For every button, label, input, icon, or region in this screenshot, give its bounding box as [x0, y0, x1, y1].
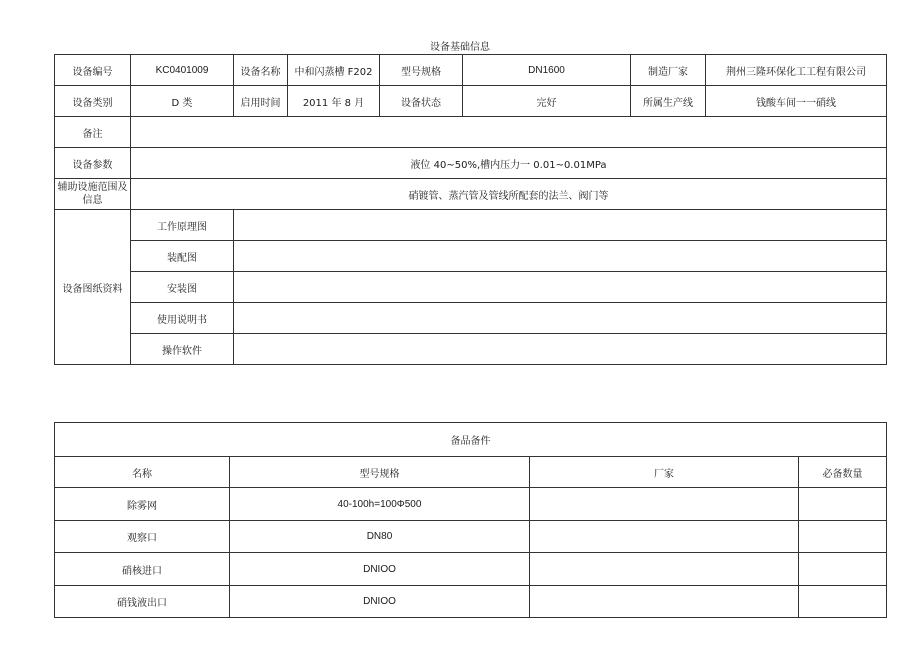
spare-qty	[799, 521, 887, 553]
spare-manufacturer	[530, 488, 799, 521]
spare-spec: DNIOO	[230, 553, 530, 586]
value-category: D 类	[131, 86, 234, 117]
row-drawing-2	[55, 272, 887, 303]
label-production-line: 所属生产线	[631, 86, 706, 117]
label-auxiliary: 辅助设施范围及信息	[55, 179, 131, 210]
header-manufacturer: 厂家	[530, 457, 799, 488]
value-status: 完好	[463, 86, 631, 117]
header-required-qty: 必备数量	[799, 457, 887, 488]
row-equipment-category	[55, 86, 887, 117]
value-start-date: 2011 年 8 月	[288, 86, 380, 117]
label-equipment-id: 设备编号	[55, 55, 131, 86]
value-parameters: 液位 40~50%,槽内压力一 0.01~0.01MPa	[131, 148, 887, 179]
spare-name: 观察口	[55, 521, 230, 553]
spare-spec: DNIOO	[230, 586, 530, 618]
row-drawing-0	[55, 210, 887, 241]
label-drawings: 设备图纸资料	[55, 210, 131, 365]
label-parameters: 设备参数	[55, 148, 131, 179]
basic-info-table	[54, 54, 887, 365]
label-remarks: 备注	[55, 117, 131, 148]
spares-title-row	[55, 423, 887, 457]
spares-title: 备品备件	[55, 423, 887, 457]
spare-parts-table	[54, 422, 887, 618]
drawing-principle: 工作原理图	[131, 210, 234, 241]
drawing-installation-value	[234, 272, 887, 303]
row-drawing-4	[55, 334, 887, 365]
label-manufacturer: 制造厂家	[631, 55, 706, 86]
row-drawing-1	[55, 241, 887, 272]
row-remarks	[55, 117, 887, 148]
spare-spec: 40-100h=100Φ500	[230, 488, 530, 521]
spare-name: 除雾网	[55, 488, 230, 521]
value-model-spec: DN1600	[463, 55, 631, 86]
row-equipment-id	[55, 55, 887, 86]
spare-manufacturer	[530, 521, 799, 553]
drawing-software-value	[234, 334, 887, 365]
label-category: 设备类别	[55, 86, 131, 117]
drawing-software: 操作软件	[131, 334, 234, 365]
value-manufacturer: 荆州三隆环保化工工程有限公司	[706, 55, 887, 86]
spare-qty	[799, 553, 887, 586]
value-remarks	[131, 117, 887, 148]
spare-qty	[799, 488, 887, 521]
label-equipment-name: 设备名称	[234, 55, 288, 86]
spares-header-row	[55, 457, 887, 488]
spare-manufacturer	[530, 553, 799, 586]
row-parameters	[55, 148, 887, 179]
label-model-spec: 型号规格	[380, 55, 463, 86]
table-row	[55, 488, 887, 521]
drawing-manual: 使用说明书	[131, 303, 234, 334]
label-status: 设备状态	[380, 86, 463, 117]
label-start-date: 启用时间	[234, 86, 288, 117]
value-equipment-name: 中和闪蒸槽 F202	[288, 55, 380, 86]
table-row	[55, 586, 887, 618]
drawing-installation: 安装图	[131, 272, 234, 303]
header-name: 名称	[55, 457, 230, 488]
value-equipment-id: KC0401009	[131, 55, 234, 86]
value-production-line: 钱酸车间一一硝线	[706, 86, 887, 117]
basic-info-title: 设备基础信息	[430, 42, 490, 53]
row-drawing-3	[55, 303, 887, 334]
drawing-manual-value	[234, 303, 887, 334]
drawing-assembly: 装配图	[131, 241, 234, 272]
spare-name: 硝钱液出口	[55, 586, 230, 618]
table-row	[55, 521, 887, 553]
spare-qty	[799, 586, 887, 618]
table-row	[55, 553, 887, 586]
drawing-assembly-value	[234, 241, 887, 272]
header-model-spec: 型号规格	[230, 457, 530, 488]
drawing-principle-value	[234, 210, 887, 241]
row-auxiliary	[55, 179, 887, 210]
value-auxiliary: 硝镀管、蒸汽管及管线所配套的法兰、阀门等	[131, 179, 887, 210]
spare-name: 硝核进口	[55, 553, 230, 586]
spare-spec: DN80	[230, 521, 530, 553]
spare-manufacturer	[530, 586, 799, 618]
